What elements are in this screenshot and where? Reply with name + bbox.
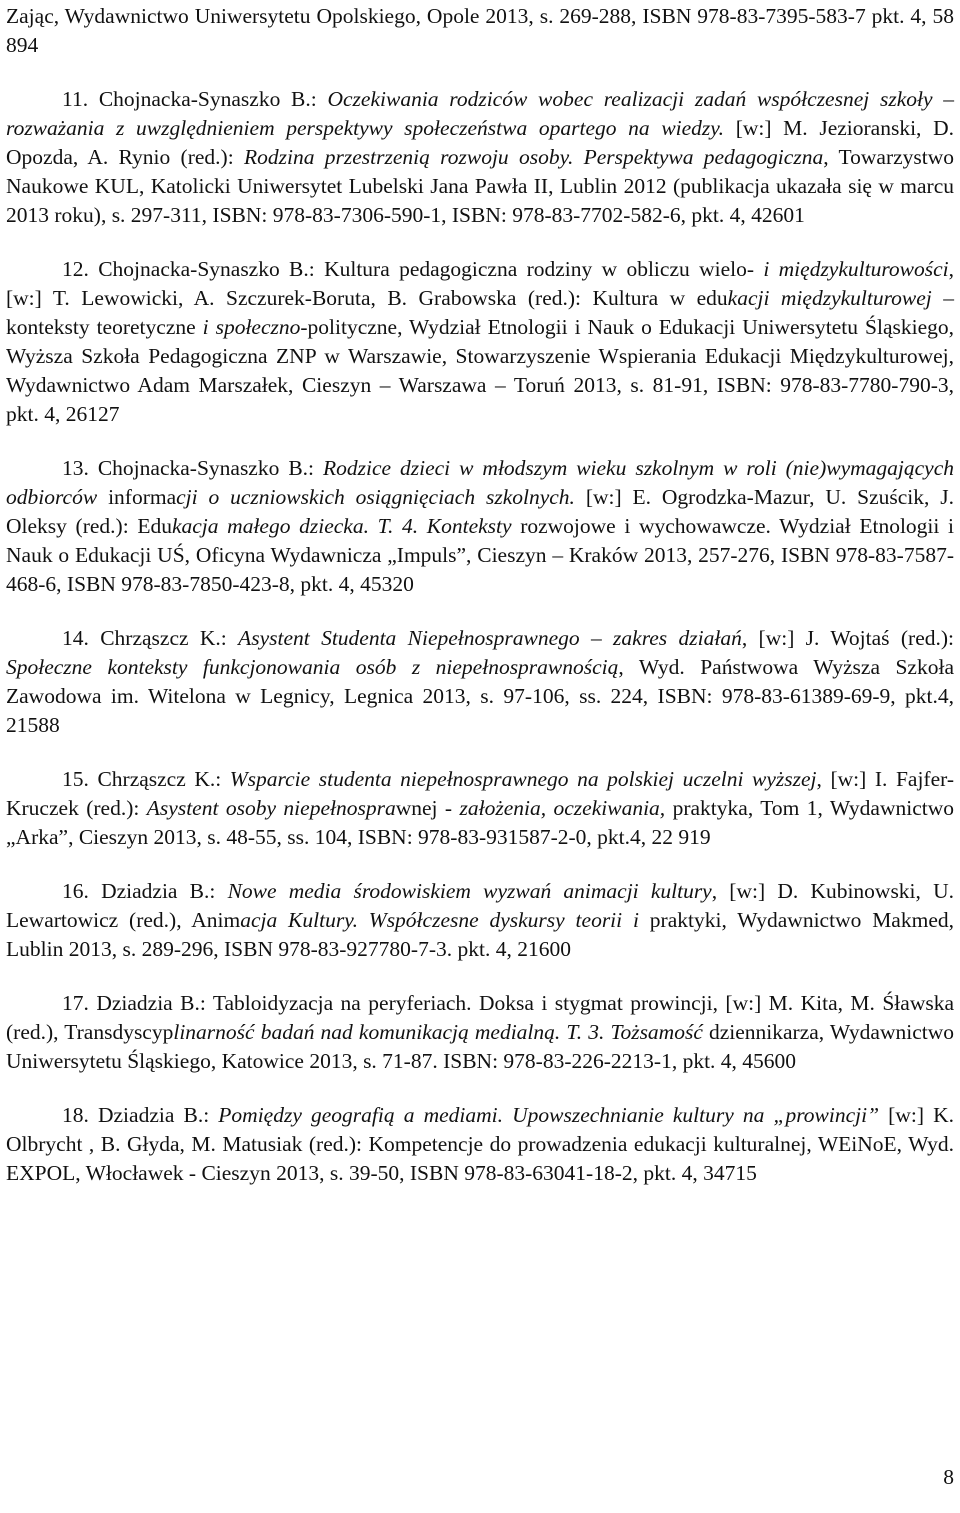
bibliography-entry [6, 765, 954, 852]
entry-spacer [6, 230, 954, 255]
entry-title-italic: Rodzina przestrzenią rozwoju osoby. Perspektywa pedagogiczna [243, 145, 824, 169]
entry-title-italic: Pomiędzy geografią a mediami. Upowszechnianie kultury na „prowincji” [218, 1103, 880, 1127]
entry-text: Chrząszcz K.: [100, 626, 239, 650]
entry-text: rozwojowe i wychowawcze. Wydział Etnologii i Nauk o Edukacji UŚ, Oficyna Wydawnicza „Impuls”, Cieszyn – Kraków 2013, 257-276, ISBN 978-83-7587-468-6, ISBN 978-83-7850-423-8, pkt. 4, 45320 [6, 514, 954, 596]
entry-title-italic: acja Kultury. Współczesne dyskursy teorii i [240, 908, 639, 932]
entry-text: [w:] K. Olbrycht , B. Głyda, M. Matusiak (red.): Kompetencje do prowadzenia edukacji kulturalnej, WEiNoE, Wyd. EXPOL, Włocławek - Cieszyn 2013, s. 39-50, ISBN 978-83-63041-18-2, pkt. 4, 34715 [6, 1103, 954, 1185]
entry-text: wnej - [395, 796, 460, 820]
entry-text: Chojnacka-Synaszko B.: Kultura pedagogiczna rodziny w obliczu wielo- [98, 257, 764, 281]
entry-text: dziennikarza, Wydawnictwo Uniwersytetu Śląskiego, Katowice 2013, s. 71-87. ISBN: 978-83-226-2213-1, pkt. 4, 45600 [6, 1020, 954, 1073]
entry-spacer [6, 1076, 954, 1101]
entry-number: 16. [62, 879, 89, 903]
entry-title-italic: Oczekiwania rodziców wobec realizacji zadań współczesnej szkoły – rozważania z uwzględnieniem perspektywy społeczeństwa opartego na wiedzy. [6, 87, 954, 140]
bibliography-entry [6, 454, 954, 599]
entry-spacer [6, 599, 954, 624]
entry-text: Chojnacka-Synaszko B.: [98, 87, 328, 111]
entry-text: [w:] E. Ogrodzka-Mazur, U. Szuścik, J. Oleksy (red.): Edu [6, 485, 955, 538]
entry-text: , [w:] I. Fajfer-Kruczek (red.): [6, 767, 955, 820]
entry-text: Chojnacka-Synaszko B.: [97, 456, 323, 480]
entry-text: Dziadzia B.: [101, 879, 228, 903]
bibliography-entry [6, 624, 954, 740]
entry-spacer [6, 740, 954, 765]
entry-title-italic: i społeczno [202, 315, 301, 339]
entry-title-italic: kacja małego dziecka. T. 4. Konteksty [171, 514, 512, 538]
entry-title-italic: i międzykulturowości [763, 257, 949, 281]
bibliography-entry [6, 1101, 954, 1188]
bibliography-entry [6, 989, 954, 1076]
bibliography-list [6, 60, 954, 1188]
entry-title-italic: Asystent Studenta Niepełnosprawnego – zakres działań [238, 626, 742, 650]
entry-title-italic: linarność badań nad komunikacją medialną. T. 3. Tożsamość [173, 1020, 703, 1044]
entry-number: 17. [62, 991, 89, 1015]
entry-text: praktyka, Tom 1, Wydawnictwo „Arka”, Cieszyn 2013, s. 48-55, ss. 104, ISBN: 978-83-931587-2-0, pkt.4, 22 919 [6, 796, 955, 849]
entry-title-italic: cji o uczniowskich osiągnięciach szkolnych. [176, 485, 575, 509]
bibliography-entry [6, 85, 954, 230]
entry-text: , Towarzystwo Naukowe KUL, Katolicki Uniwersytet Lubelski Jana Pawła II, Lublin 2012 (publikacja ukazała się w marcu 2013 roku), s. 297-311, ISBN: 978-83-7306-590-1, ISBN: 978-83-7702-582-6, pkt. 4, 42601 [6, 145, 955, 227]
entry-number: 11. [62, 87, 89, 111]
entry-text: – konteksty teoretyczne [6, 286, 954, 339]
entry-spacer [6, 964, 954, 989]
document-page [6, 0, 954, 1188]
entry-spacer [6, 429, 954, 454]
entry-text: , [w:] J. Wojtaś (red.): [741, 626, 954, 650]
entry-spacer [6, 60, 954, 85]
entry-number: 13. [62, 456, 89, 480]
entry-text: -polityczne, Wydział Etnologii i Nauk o Edukacji Uniwersytetu Śląskiego, Wyższa Szkoła Pedagogiczna ZNP w Warszawie, Stowarzyszenie Wspierania Edukacji Międzykulturowej, Wydawnictwo Adam Marszałek, Cieszyn – Warszawa – Toruń 2013, s. 81-91, ISBN: 978-83-7780-790-3, pkt. 4, 26127 [6, 315, 954, 426]
entry-number: 12. [62, 257, 89, 281]
entry-text: , [w:] D. Kubinowski, U. Lewartowicz (red.), Anim [6, 879, 954, 932]
entry-text: , [w:] T. Lewowicki, A. Szczurek-Boruta, B. Grabowska (red.): Kultura w edu [6, 257, 955, 310]
continuation-paragraph: Zając, Wydawnictwo Uniwersytetu Opolskiego, Opole 2013, s. 269-288, ISBN 978-83-7395-583-7 pkt. 4, 58 894 [6, 4, 954, 57]
entry-text: praktyki, Wydawnictwo Makmed, Lublin 2013, s. 289-296, ISBN 978-83-927780-7-3. pkt. 4, 21600 [6, 908, 954, 961]
entry-title-italic: Asystent osoby niepełnospra [146, 796, 396, 820]
entry-text: Dziadzia B.: [97, 1103, 219, 1127]
entry-title-italic: Rodzice dzieci w młodszym wieku szkolnym w roli (nie)wymagających odbiorców [6, 456, 954, 509]
entry-number: 18. [62, 1103, 89, 1127]
entry-title-italic: Społeczne konteksty funkcjonowania osób z niepełnosprawnością [6, 655, 619, 679]
entry-number: 15. [62, 767, 89, 791]
entry-title-italic: kacji międzykulturowej [727, 286, 932, 310]
entry-title-italic: założenia, oczekiwania, [459, 796, 666, 820]
entry-text: Dziadzia B.: Tabloidyzacja na peryferiach. Doksa i stygmat prowincji, [w:] M. Kita, M. Śławska (red.), Transdyscyp [6, 991, 955, 1044]
entry-title-italic: Wsparcie studenta niepełnosprawnego na polskiej uczelni wyższej [229, 767, 817, 791]
entry-text: , Wyd. Państwowa Wyższa Szkoła Zawodowa im. Witelona w Legnicy, Legnica 2013, s. 97-106, ss. 224, ISBN: 978-83-61389-69-9, pkt.4, 21588 [6, 655, 954, 737]
entry-title-italic: Nowe media środowiskiem wyzwań animacji kultury [227, 879, 712, 903]
bibliography-entry [6, 877, 954, 964]
entry-number: 14. [62, 626, 89, 650]
bibliography-entry [6, 255, 954, 429]
entry-text: Chrząszcz K.: [97, 767, 230, 791]
entry-text: informa [97, 485, 177, 509]
entry-text: [w:] M. Jezioranski, D. Opozda, A. Rynio (red.): [6, 116, 954, 169]
entry-spacer [6, 852, 954, 877]
page-number: 8 [943, 1465, 954, 1489]
